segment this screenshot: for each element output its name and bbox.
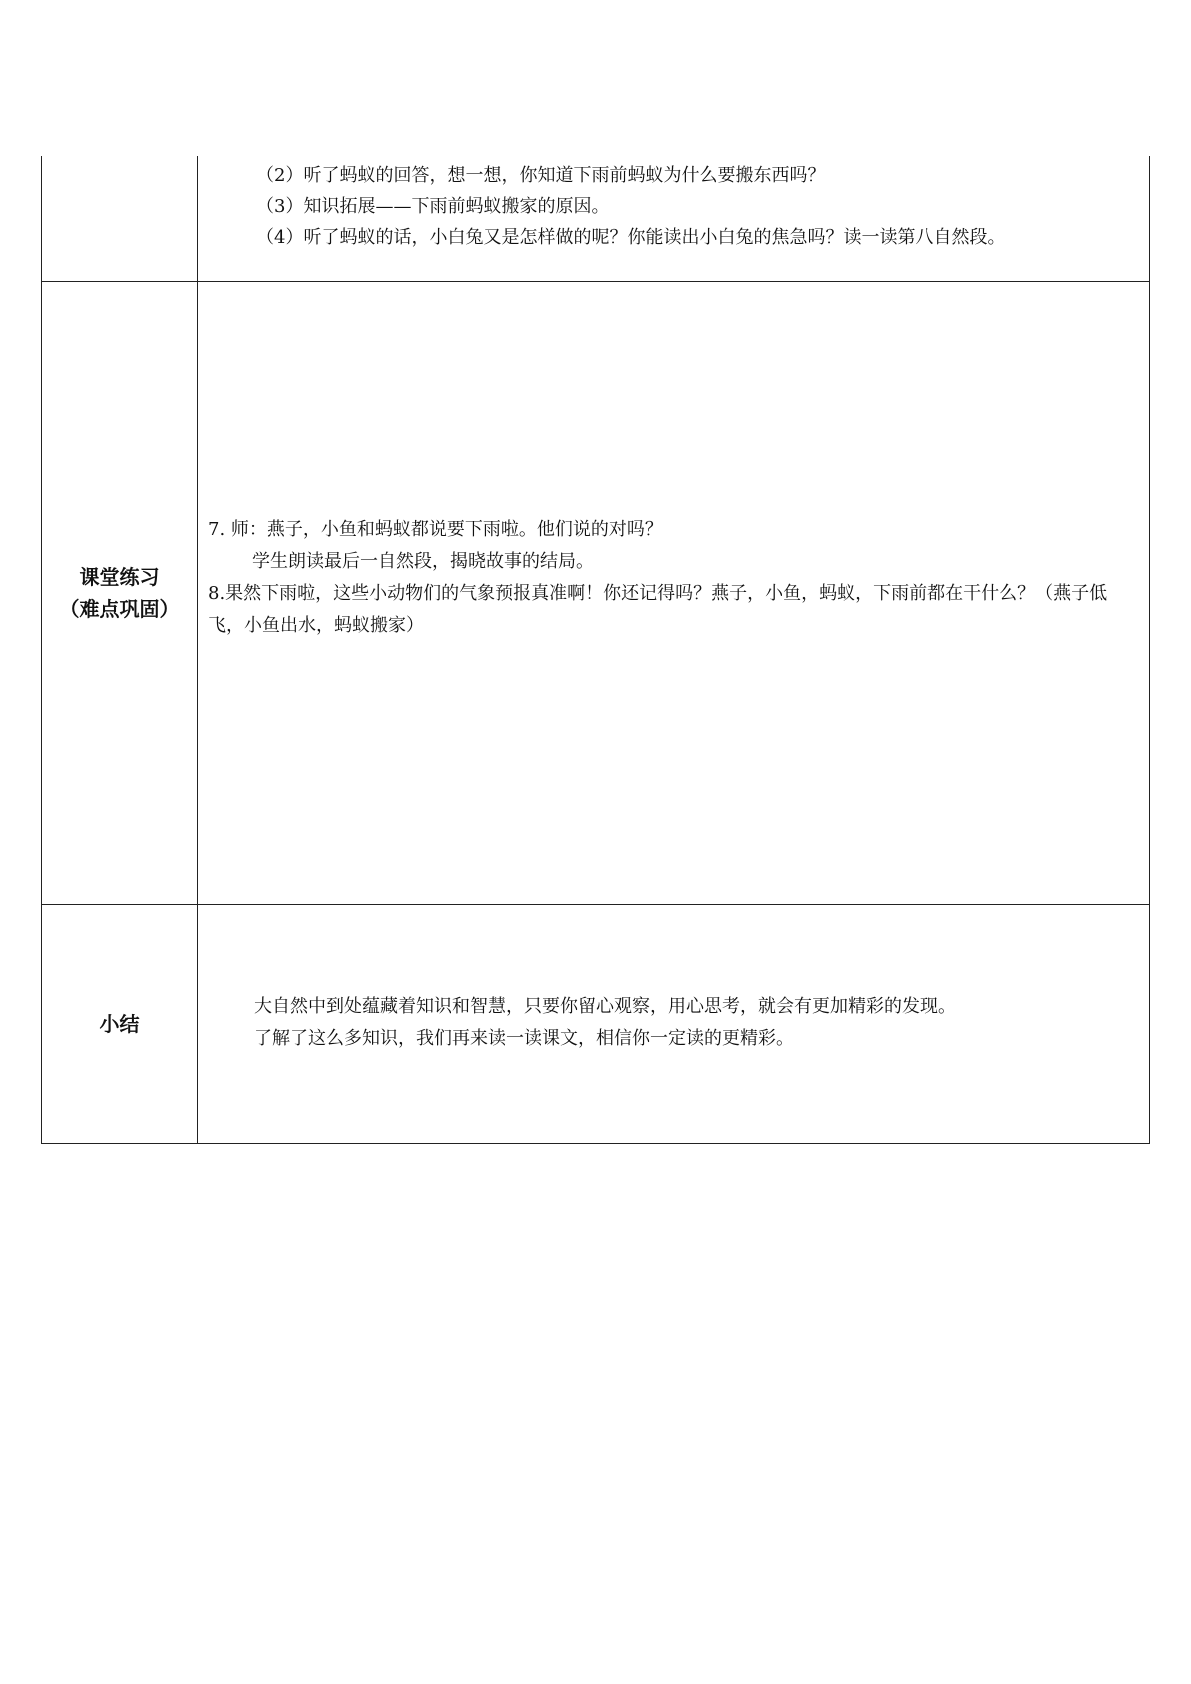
row-label-practice	[42, 281, 198, 904]
content-line: 7. 师：燕子，小鱼和蚂蚁都说要下雨啦。他们说的对吗？	[208, 518, 663, 540]
label-line: 课堂练习	[79, 564, 160, 589]
content-line: （4）听了蚂蚁的话，小白兔又是怎样做的呢？你能读出小白兔的焦急吗？读一读第八自然段。	[256, 227, 1006, 248]
table-row	[42, 156, 1150, 281]
row-label-empty	[42, 156, 198, 281]
content-line: 学生朗读最后一自然段，揭晓故事的结局。	[252, 550, 594, 572]
row-content	[198, 156, 1150, 281]
row-label-summary: 小结	[42, 904, 198, 1143]
table-row	[42, 281, 1150, 904]
content-line: 了解了这么多知识，我们再来读一读课文，相信你一定读的更精彩。	[254, 1027, 794, 1049]
content-line: 大自然中到处蕴藏着知识和智慧，只要你留心观察，用心思考，就会有更加精彩的发现。	[254, 995, 956, 1017]
lesson-plan-table	[41, 156, 1150, 1144]
content-line: （2）听了蚂蚁的回答，想一想，你知道下雨前蚂蚁为什么要搬东西吗？	[256, 165, 826, 186]
row-content	[198, 281, 1150, 904]
content-paragraph: 8.果然下雨啦，这些小动物们的气象预报真准啊！你还记得吗？燕子，小鱼，蚂蚁，下雨前都在干什么？（燕子低飞，小鱼出水，蚂蚁搬家）	[208, 582, 1108, 636]
content-line: （3）知识拓展——下雨前蚂蚁搬家的原因。	[256, 196, 610, 217]
label-line: （难点巩固）	[59, 596, 180, 621]
row-content	[198, 904, 1150, 1143]
table-row	[42, 904, 1150, 1143]
